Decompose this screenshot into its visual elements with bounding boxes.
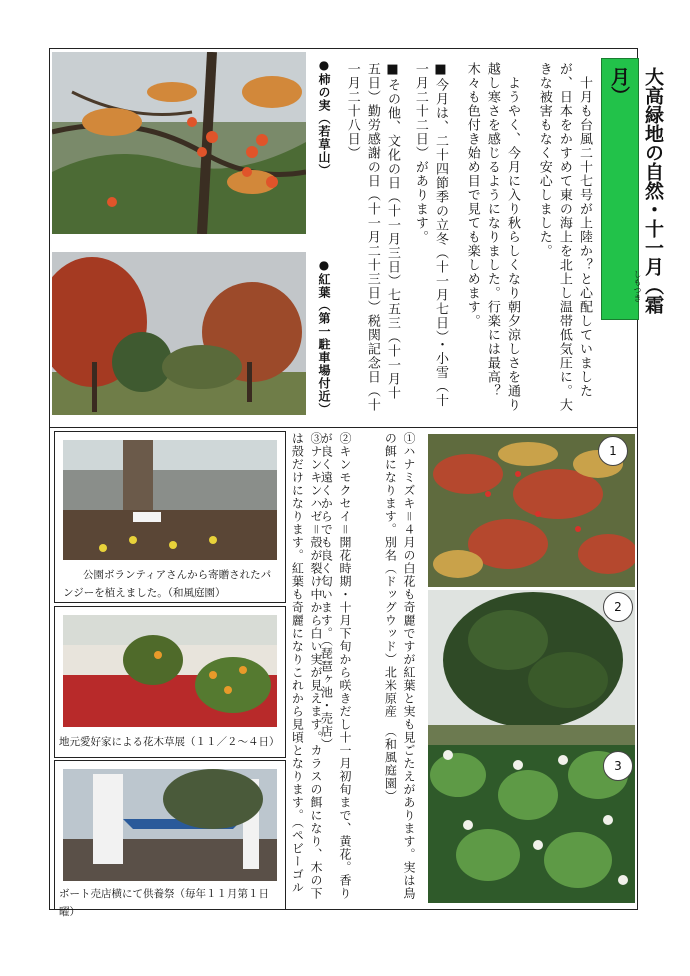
intro-paragraph-2: ようやく、今月に入り秋らしくなり朝夕涼しさを通り越し寒さを感じるようになりました。行楽には最高？ 木々も色付き始め目で見ても楽しめます。 — [464, 62, 520, 412]
persimmon-label: ●柿の実（若草山） — [317, 58, 331, 177]
persimmon-photo — [52, 52, 306, 234]
autumn-leaves-label: ●紅葉（第一駐車場付近） — [317, 258, 331, 416]
photo-box-memorial — [54, 760, 286, 918]
photo-number-2: 2 — [603, 592, 633, 622]
photo-box-pansy — [54, 431, 286, 603]
plant-item-1: ①ハナミズキ＝４月の白花も奇麗ですが紅葉と実も見ごたえがあります。実は鳥の餌になります。別名（ドッグウッド）北米原産 （和風庭園） — [383, 432, 416, 900]
pansy-photo — [63, 440, 277, 560]
plant-item-2: ②キンモクセイ＝開花時期・十月下旬から咲きだし十一月初旬まで、黄花。香りが良く遠くからでも良く匂います。（琵琶ヶ池・売店） — [319, 432, 352, 900]
section-divider — [49, 427, 638, 428]
intro-paragraph-4: ■その他、文化の日（十一月三日）七五三（十一月十五日）勤労感謝の日（十一月二十三日）税関記念日（十一月二十八日） — [344, 62, 400, 412]
caption-memorial: ボート売店横にて供養祭（毎年１１月第１日曜） — [59, 888, 269, 918]
intro-paragraph-1: 十月も台風二十七号が上陸か？と心配していましたが、日本をかすめて東の海上を北上し温帯低気圧に。大きな被害もなく安心しました。 — [536, 62, 592, 412]
photo-number-1: 1 — [598, 436, 628, 466]
memorial-photo — [63, 769, 277, 881]
photo-number-3: 3 — [603, 751, 633, 781]
caption-pansy: 公園ボランティアさんから寄贈されたパンジーを植えました。（和風庭園） — [63, 569, 272, 599]
plant-item-3: ③ナンキンハゼ＝殻が裂け中から白い実が見えます。カラスの餌になり、木の下は殻だけになります。紅葉も奇麗になりこれから見頃となります。（ペビーゴル — [290, 432, 323, 900]
intro-paragraph-3: ■今月は、二十四節季の立冬（十一月七日）・小雪（十一月二十二日）があります。 — [412, 62, 448, 408]
photo-box-flower-exhibit — [54, 606, 286, 758]
autumn-leaves-photo — [52, 252, 306, 415]
title-ruby: しもつき — [633, 270, 642, 302]
flower-exhibit-photo — [63, 615, 277, 727]
page-title: 大高緑地の自然・十一月（霜月） — [608, 67, 664, 314]
caption-flower-exhibit: 地元愛好家による花木草展（１１／２～４日） — [59, 736, 280, 748]
